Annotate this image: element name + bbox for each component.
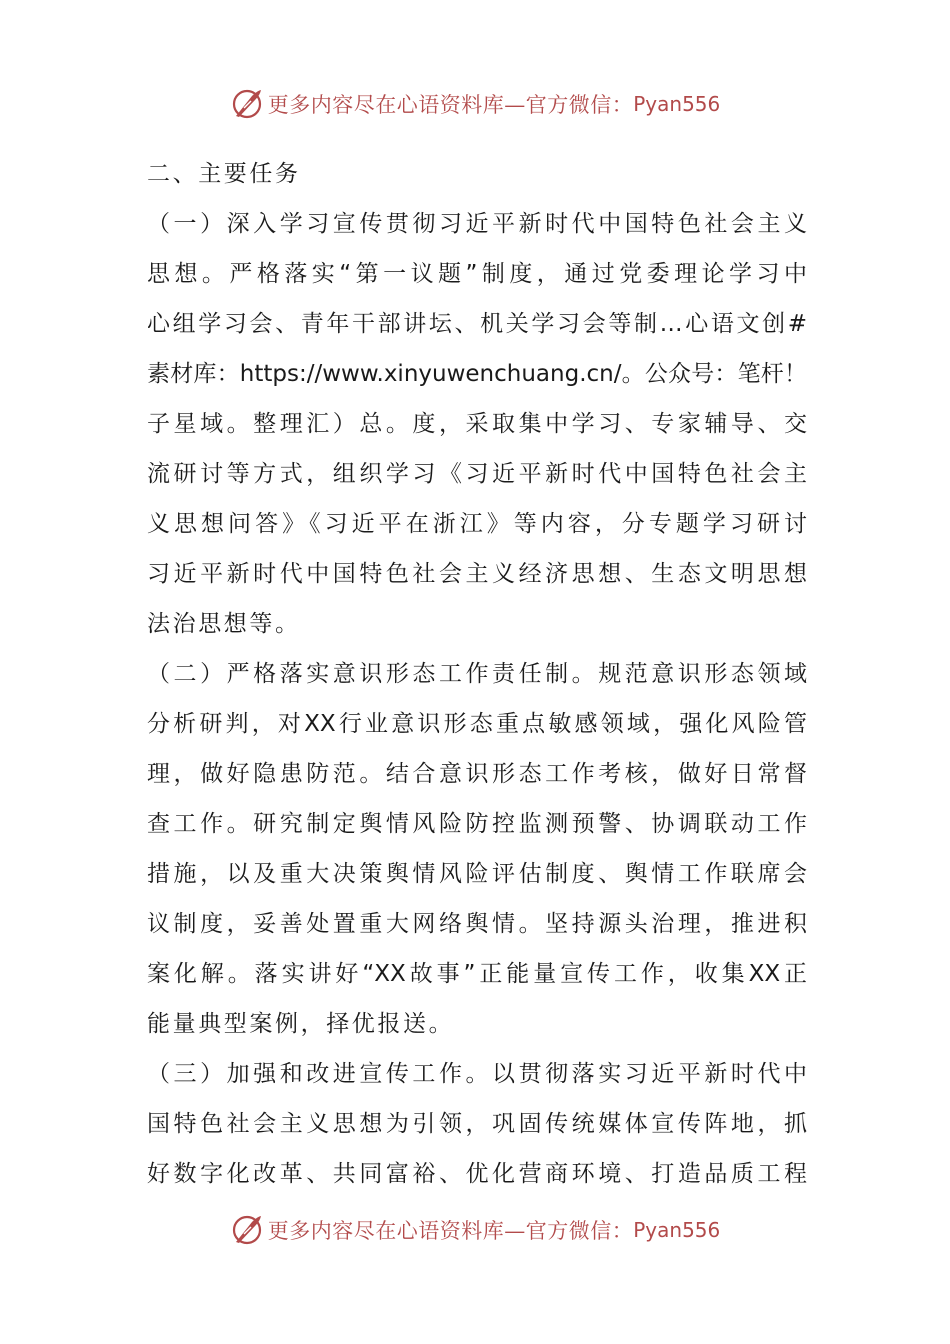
body-line: （一）深入学习宣传贯彻习近平新时代中国特色社会主义 [147, 211, 807, 237]
body-line: 流研讨等方式，组织学习《习近平新时代中国特色社会主 [147, 461, 807, 487]
body-line: 措施，以及重大决策舆情风险评估制度、舆情工作联席会 [147, 861, 807, 887]
body-line: 法治思想等。 [147, 611, 301, 637]
header-watermark-banner [0, 84, 950, 124]
body-line: 议制度，妥善处置重大网络舆情。坚持源头治理，推进积 [147, 911, 807, 937]
section-heading: 二、主要任务 [147, 161, 301, 187]
body-line: 心组学习会、青年干部讲坛、机关学习会等制…心语文创# [147, 311, 807, 337]
body-line: 思想。严格落实“第一议题”制度，通过党委理论学习中 [147, 261, 807, 287]
body-line: 分析研判，对XX行业意识形态重点敏感领域，强化风险管 [147, 711, 807, 737]
body-line: 好数字化改革、共同富裕、优化营商环境、打造品质工程 [147, 1161, 807, 1187]
document-body [147, 149, 807, 1199]
body-line: 子星域。整理汇）总。度，采取集中学习、专家辅导、交 [147, 411, 807, 437]
body-line: （二）严格落实意识形态工作责任制。规范意识形态领域 [147, 661, 807, 687]
banner-slogan: 更多内容尽在心语资料库—官方微信： [267, 1219, 634, 1243]
quill-pen-logo-icon [230, 86, 266, 122]
body-line: （三）加强和改进宣传工作。以贯彻落实习近平新时代中 [147, 1061, 807, 1087]
footer-watermark-banner [0, 1210, 950, 1250]
body-line: 查工作。研究制定舆情风险防控监测预警、协调联动工作 [147, 811, 807, 837]
banner-wechat-id: Pyan556 [633, 1218, 721, 1242]
body-line: 素材库：https://www.xinyuwenchuang.cn/。公众号：笔杆！ [147, 361, 807, 387]
banner-wechat-id: Pyan556 [633, 92, 721, 116]
banner-slogan: 更多内容尽在心语资料库—官方微信： [267, 93, 634, 117]
body-line: 习近平新时代中国特色社会主义经济思想、生态文明思想 [147, 561, 807, 587]
body-line: 国特色社会主义思想为引领，巩固传统媒体宣传阵地，抓 [147, 1111, 807, 1137]
body-line: 理，做好隐患防范。结合意识形态工作考核，做好日常督 [147, 761, 807, 787]
quill-pen-logo-icon [230, 1212, 266, 1248]
body-line: 能量典型案例，择优报送。 [147, 1011, 455, 1037]
body-line: 义思想问答》《习近平在浙江》等内容，分专题学习研讨 [147, 511, 807, 537]
body-line: 案化解。落实讲好“XX故事”正能量宣传工作，收集XX正 [147, 961, 807, 987]
